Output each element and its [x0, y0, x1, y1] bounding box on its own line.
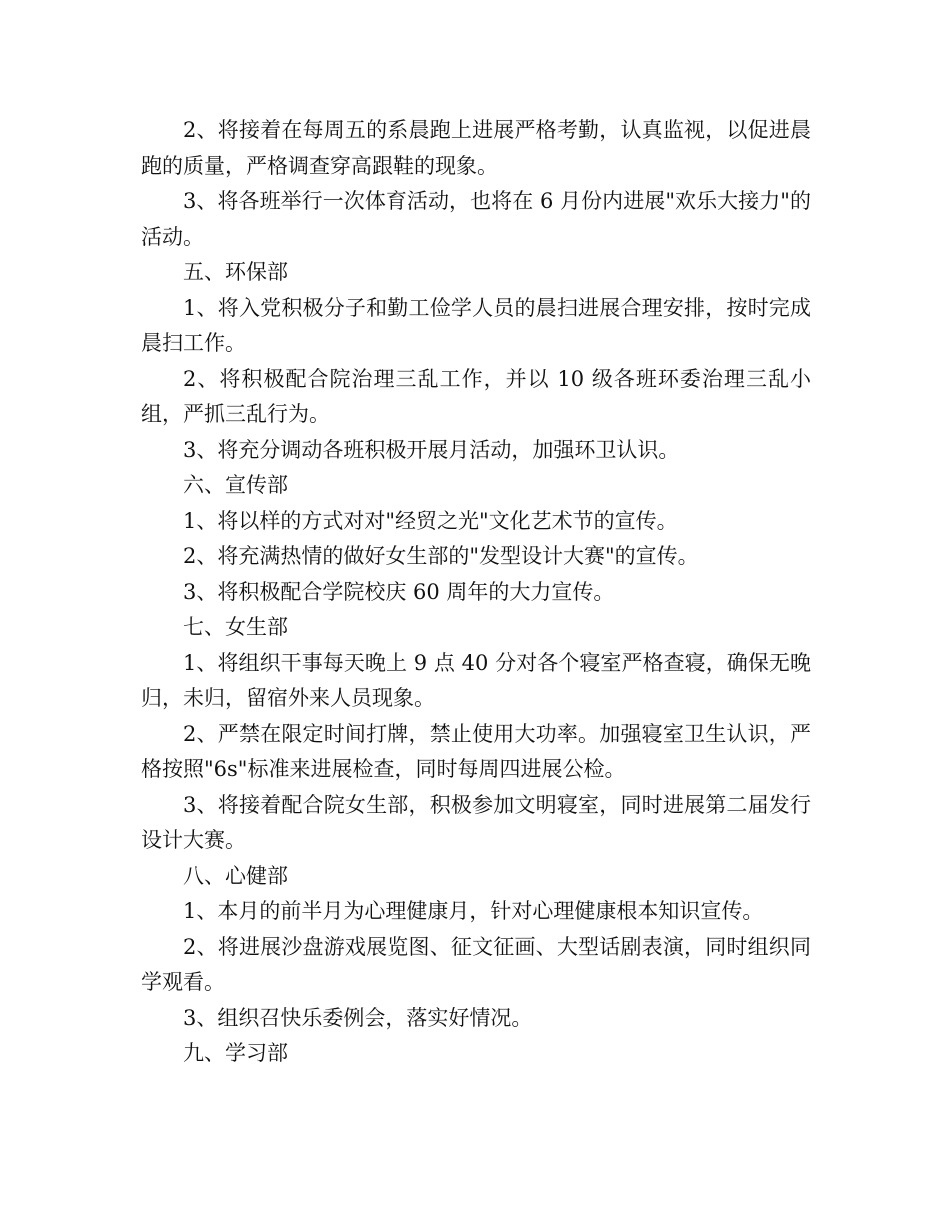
paragraph-publicity-2: 2、将充满热情的做好女生部的"发型设计大赛"的宣传。 — [183, 544, 699, 568]
paragraph-sports-2: 3、将各班举行一次体育活动，也将在 6 月份内进展"欢乐大接力"的活动。 — [141, 189, 811, 249]
paragraph-environment-3: 3、将充分调动各班积极开展月活动，加强环卫认识。 — [183, 437, 680, 462]
paragraph-mental-health-2: 2、将进展沙盘游戏展览图、征文征画、大型话剧表演，同时组织同学观看。 — [141, 934, 811, 994]
paragraph-female-students-3: 3、将接着配合院女生部，积极参加文明寝室，同时进展第二届发行设计大赛。 — [141, 792, 811, 852]
paragraph-mental-health-3: 3、组织召快乐委例会，落实好情况。 — [183, 1005, 533, 1030]
paragraph-environment-2: 2、将积极配合院治理三乱工作，并以 10 级各班环委治理三乱小组，严抓三乱行为。 — [141, 366, 811, 426]
document-page — [141, 113, 811, 1072]
section-heading-mental-health: 八、心健部 — [183, 863, 288, 888]
paragraph-sports-1: 2、将接着在每周五的系晨跑上进展严格考勤，认真监视，以促进晨跑的质量，严格调查穿高跟鞋的现象。 — [141, 118, 811, 178]
section-heading-publicity: 六、宣传部 — [183, 473, 288, 497]
section-heading-study: 九、学习部 — [183, 1041, 288, 1065]
section-heading-female-students: 七、女生部 — [183, 615, 288, 639]
paragraph-mental-health-1: 1、本月的前半月为心理健康月，针对心理健康根本知识宣传。 — [183, 899, 764, 923]
paragraph-female-students-1: 1、将组织干事每天晚上 9 点 40 分对各个寝室严格查寝，确保无晚归，未归，留宿外来人员现象。 — [141, 650, 811, 710]
paragraph-female-students-2: 2、严禁在限定时间打牌，禁止使用大功率。加强寝室卫生认识，严格按照"6s"标准来进展检查，同时每周四进展公检。 — [141, 721, 811, 781]
section-heading-environment: 五、环保部 — [183, 260, 288, 284]
paragraph-publicity-1: 1、将以样的方式对对"经贸之光"文化艺术节的宣传。 — [183, 508, 678, 533]
paragraph-publicity-3: 3、将积极配合学院校庆 60 周年的大力宣传。 — [183, 579, 615, 604]
paragraph-environment-1: 1、将入党积极分子和勤工俭学人员的晨扫进展合理安排，按时完成晨扫工作。 — [141, 295, 811, 355]
